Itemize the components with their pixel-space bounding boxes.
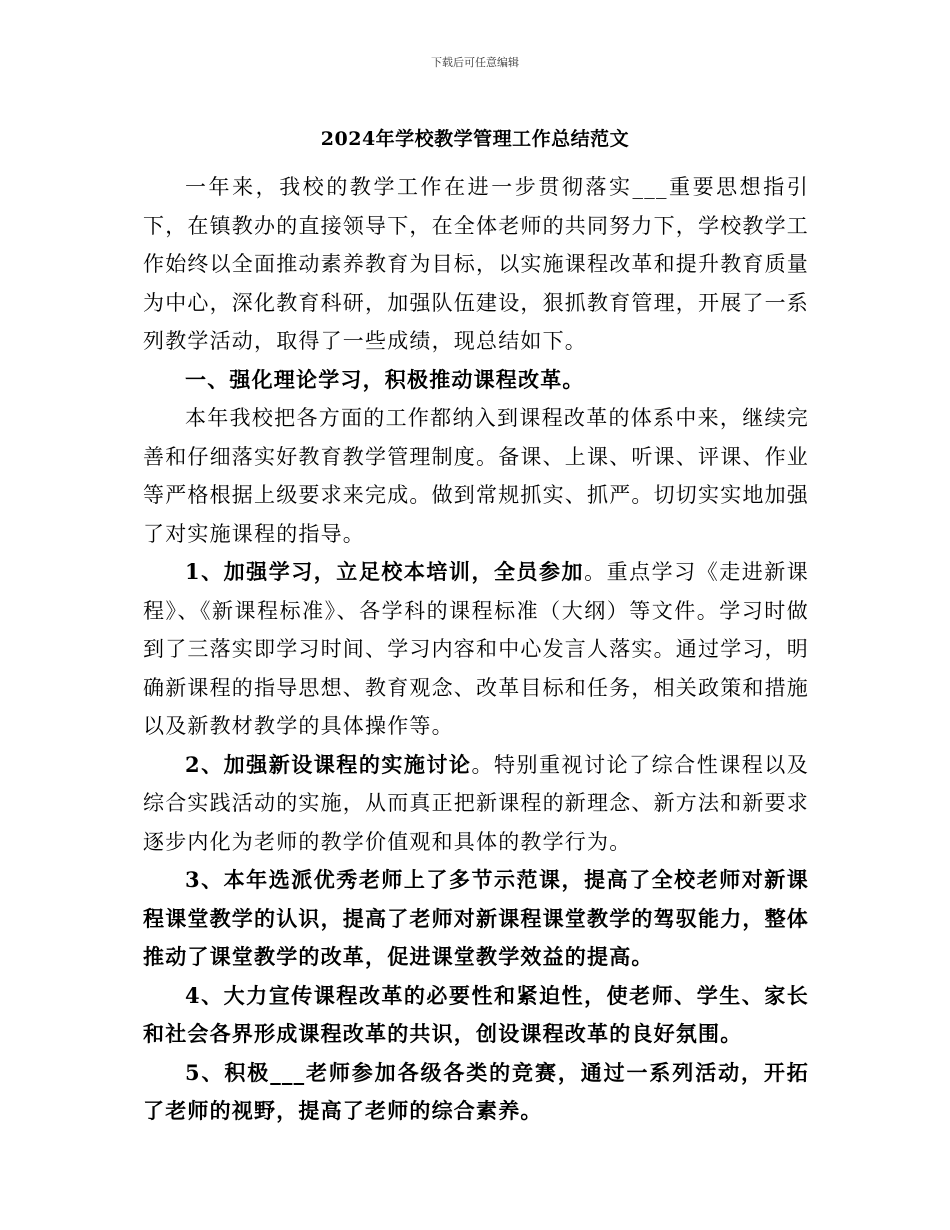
item-4-paragraph: 4、大力宣传课程改革的必要性和紧迫性，使老师、学生、家长和社会各界形成课程改革的共识，创设课程改革的良好氛围。 [143, 982, 809, 1046]
item-2-text: 。特别重视讨论了综合性课程以及综合实践活动的实施，从而真正把新课程的新理念、新方法和新要求逐步内化为老师的教学价值观和具体的教学行为。 [143, 752, 810, 854]
item-1-text: 。重点学习《走进新课程》、《新课程标准》、各学科的课程标准（大纲）等文件。学习时做到了三落实即学习时间、学习内容和中心发言人落实。通过学习，明确新课程的指导思想、教育观念、改革目标和任务，相关政策和措施以及新教材教学的具体操作等。 [143, 560, 810, 738]
item-5-paragraph: 5、积极___老师参加各级各类的竞赛，通过一系列活动，开拓了老师的视野，提高了老师的综合素养。 [143, 1059, 809, 1123]
item-2-lead: 2、加强新设课程的实施讨论 [185, 751, 472, 777]
item-1-paragraph [143, 553, 809, 746]
intro-paragraph: 一年来，我校的教学工作在进一步贯彻落实___重要思想指引下，在镇教办的直接领导下，在全体老师的共同努力下，学校教学工作始终以全面推动素养教育为目标，以实施课程改革和提升教育质量为中心，深化教育科研，加强队伍建设，狠抓教育管理，开展了一系列教学活动，取得了一些成绩，现总结如下。 [143, 175, 809, 353]
item-1-lead: 1、加强学习，立足校本培训，全员参加 [185, 559, 585, 584]
header-note: 下载后可任意编辑 [431, 56, 519, 69]
item-2-paragraph [143, 746, 809, 862]
section-heading-1: 一、强化理论学习，积极推动课程改革。 [185, 366, 585, 392]
item-3-paragraph: 3、本年选派优秀老师上了多节示范课，提高了全校老师对新课程课堂教学的认识，提高了老师对新课程课堂教学的驾驭能力，整体推动了课堂教学的改革，促进课堂教学效益的提高。 [143, 867, 809, 969]
document-body [143, 168, 809, 1131]
document-title: 2024年学校教学管理工作总结范文 [320, 128, 630, 150]
section-1-paragraph: 本年我校把各方面的工作都纳入到课程改革的体系中来，继续完善和仔细落实好教育教学管理制度。备课、上课、听课、评课、作业等严格根据上级要求来完成。做到常规抓实、抓严。切切实实地加强了对实施课程的指导。 [143, 406, 809, 546]
